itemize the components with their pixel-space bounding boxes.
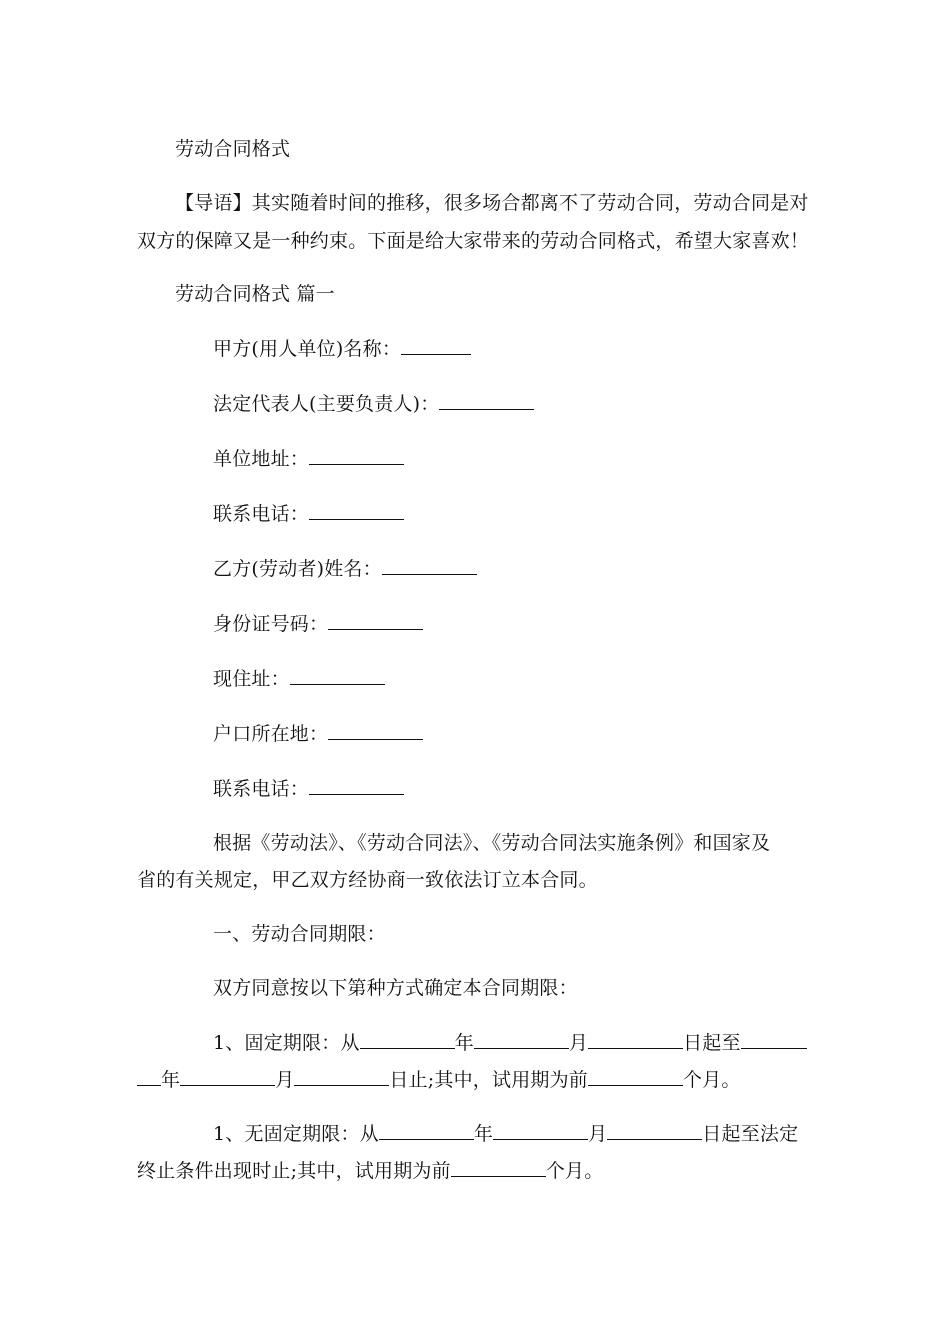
- fixed-term-probation-blank: [588, 1069, 683, 1086]
- employee-phone-row: [213, 777, 404, 801]
- current-address-label: 现住址：: [213, 668, 290, 690]
- intro-line-1: 【导语】其实随着时间的推移，很多场合都离不了劳动合同，劳动合同是对: [175, 192, 809, 214]
- fixed-term-text-b: 年: [454, 1032, 474, 1054]
- employer-name-row: [213, 337, 471, 361]
- basis-line-1: 根据《劳动法》、《劳动合同法》、《劳动合同法实施条例》和国家及: [213, 832, 771, 854]
- open-term-text-d: 日起至法定: [702, 1123, 799, 1145]
- employee-phone-blank: [309, 778, 404, 795]
- fixed-term-text-d: 日起至: [683, 1032, 741, 1054]
- clause-1-title: 一、劳动合同期限：: [213, 923, 386, 945]
- fixed-term-end-month-blank: [180, 1069, 275, 1086]
- fixed-term-line-2: [137, 1068, 741, 1092]
- employee-name-row: [213, 557, 477, 581]
- open-term-text-b: 年: [473, 1123, 494, 1145]
- clause-1-intro: 双方同意按以下第种方式确定本合同期限：: [213, 977, 578, 999]
- fixed-term-end-year-blank-cont: [137, 1069, 161, 1086]
- household-address-blank: [328, 723, 423, 740]
- fixed-term-end-day-blank: [294, 1069, 389, 1086]
- fixed-term-text-e: 年: [161, 1069, 181, 1091]
- employer-name-blank: [401, 338, 471, 355]
- legal-rep-row: [213, 392, 534, 416]
- document-title: 劳动合同格式: [175, 138, 291, 160]
- employee-name-blank: [382, 558, 477, 575]
- open-term-text-c: 月: [588, 1123, 608, 1145]
- fixed-term-text-h: 个月。: [683, 1069, 741, 1091]
- fixed-term-start-year-blank: [360, 1032, 455, 1049]
- id-number-label: 身份证号码：: [213, 613, 329, 635]
- open-term-start-year-blank: [379, 1123, 474, 1140]
- open-term-line-1: [213, 1122, 798, 1146]
- id-number-row: [213, 612, 423, 636]
- current-address-row: [213, 667, 385, 691]
- fixed-term-text-a: 1、固定期限：从: [213, 1032, 360, 1054]
- legal-rep-label: 法定代表人(主要负责人)：: [213, 393, 440, 415]
- open-term-text-f: 个月。: [545, 1160, 604, 1182]
- household-address-row: [213, 722, 423, 746]
- fixed-term-text-g: 日止;其中，试用期为前: [389, 1069, 589, 1091]
- id-number-blank: [328, 613, 423, 630]
- legal-rep-blank: [439, 393, 534, 410]
- open-term-line-2: [137, 1159, 603, 1183]
- household-address-label: 户口所在地：: [213, 723, 329, 745]
- fixed-term-text-c: 月: [568, 1032, 589, 1054]
- basis-line-2: 省的有关规定，甲乙双方经协商一致依法订立本合同。: [137, 869, 598, 891]
- fixed-term-end-year-blank: [741, 1032, 807, 1049]
- intro-line-2: 双方的保障又是一种约束。下面是给大家带来的劳动合同格式，希望大家喜欢！: [137, 230, 810, 252]
- employer-name-label: 甲方(用人单位)名称：: [213, 338, 402, 360]
- employer-phone-row: [213, 502, 404, 526]
- employer-address-row: [213, 447, 404, 471]
- open-term-probation-blank: [451, 1160, 546, 1177]
- current-address-blank: [290, 668, 385, 685]
- employer-address-blank: [309, 448, 404, 465]
- employee-phone-label: 联系电话：: [213, 778, 310, 800]
- employer-phone-label: 联系电话：: [213, 503, 310, 525]
- section-title: 劳动合同格式 篇一: [175, 283, 335, 305]
- employee-name-label: 乙方(劳动者)姓名：: [213, 558, 382, 580]
- open-term-start-month-blank: [493, 1123, 588, 1140]
- open-term-text-e: 终止条件出现时止;其中，试用期为前: [137, 1160, 451, 1182]
- employer-phone-blank: [309, 503, 404, 520]
- employer-address-label: 单位地址：: [213, 448, 310, 470]
- fixed-term-start-month-blank: [474, 1032, 569, 1049]
- fixed-term-line-1: [213, 1031, 807, 1055]
- fixed-term-start-day-blank: [588, 1032, 683, 1049]
- fixed-term-text-f: 月: [275, 1069, 295, 1091]
- open-term-text-a: 1、无固定期限：从: [213, 1123, 379, 1145]
- open-term-start-day-blank: [607, 1123, 702, 1140]
